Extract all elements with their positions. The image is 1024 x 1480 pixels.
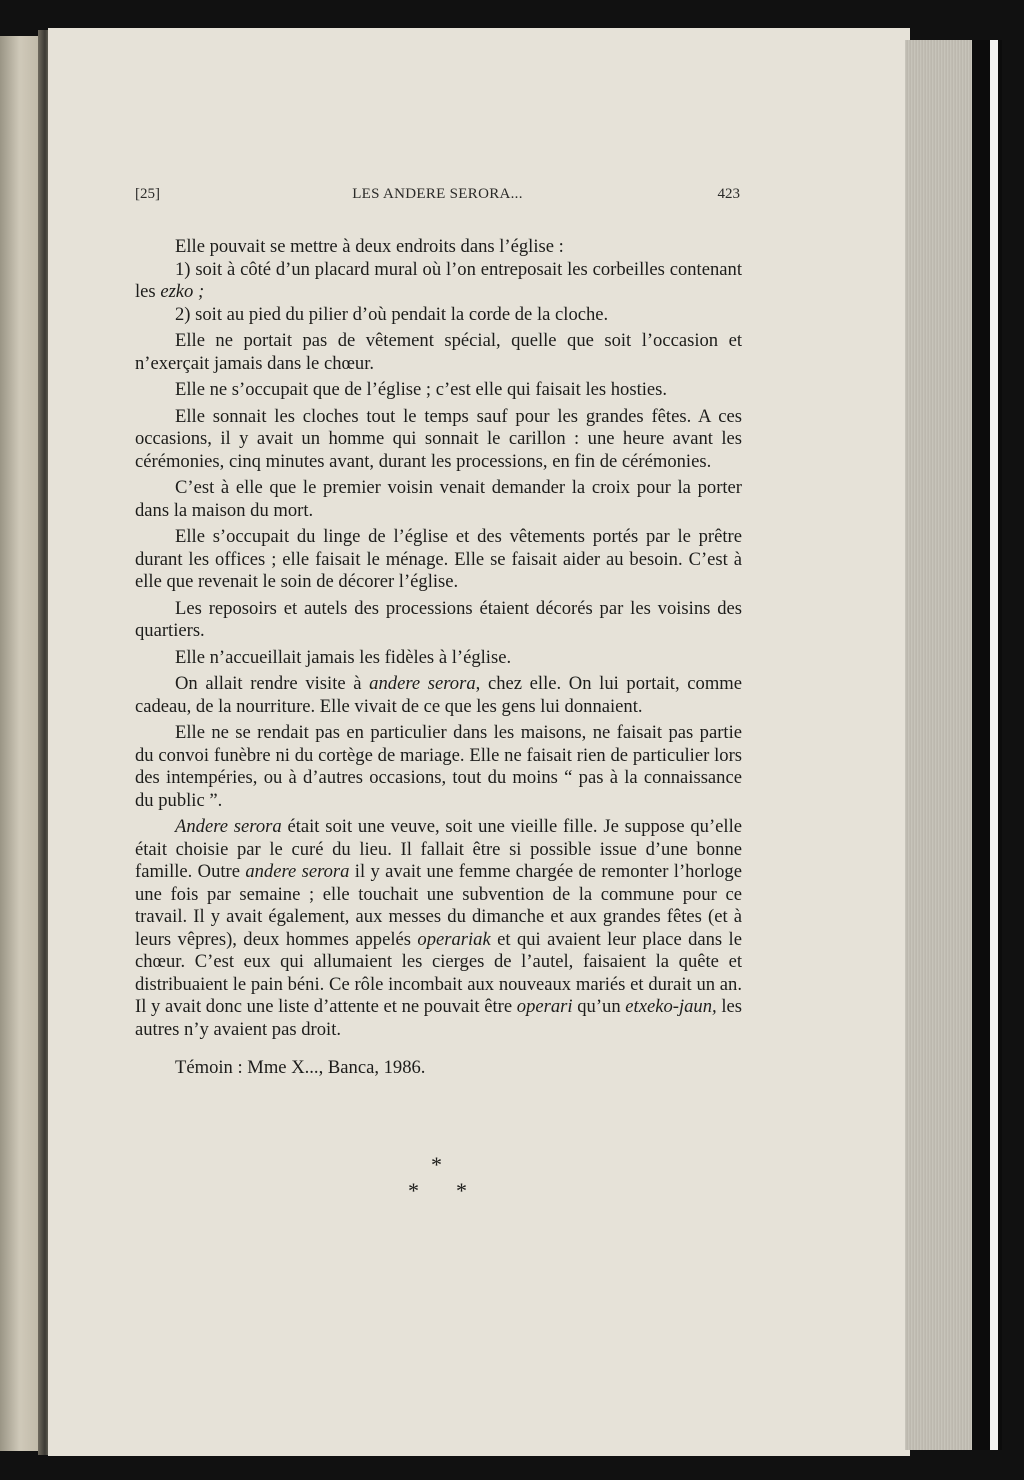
paragraph	[135, 673, 742, 718]
text-run: On allait rendre visite à	[175, 673, 370, 694]
text-run: Les reposoirs et autels des processions étaient décorés par les voisins des quartiers.	[135, 597, 742, 641]
text-run: Témoin : Mme X..., Banca, 1986.	[175, 1057, 426, 1078]
text-run: Elle ne s’occupait que de l’église ; c’est elle qui faisait les hosties.	[175, 379, 668, 400]
text-run: et qui avaient leur place dans le chœur. C’est eux qui allumaient les cierges de l’autel, faisaient la quête et distribuaient le pain béni. Ce rôle incombait aux nouveaux mariés et durait un an. Il y avait donc une liste d’attente et ne pouvait être	[135, 928, 742, 1017]
attestation	[135, 1057, 742, 1080]
text-run: 1) soit à côté d’un placard mural où l’on entreposait les corbeilles contenant les	[135, 258, 742, 302]
text-run: il y avait une femme chargée de remonter l’horloge une fois par semaine ; elle touchait une subvention de la commune pour ce travail. Il y avait également, aux messes du dimanche et aux grandes fêtes (et à leurs vêpres), deux hommes appelés	[135, 861, 742, 950]
text-run: était soit une veuve, soit une vieille fille. Je suppose qu’elle était choisie par le curé du lieu. Il fallait être si possible issue d’une bonne famille. Outre	[135, 816, 743, 882]
text-run: Elle pouvait se mettre à deux endroits dans l’église :	[175, 236, 564, 257]
paragraph	[135, 406, 742, 474]
text-run: C’est à elle que le premier voisin venait demander la croix pour la porter dans la maison du mort.	[135, 477, 742, 521]
text-run: Elle s’occupait du linge de l’église et des vêtements portés par le prêtre durant les offices ; elle faisait le ménage. Elle se faisait aider au besoin. C’est à elle que revenait le soin de décorer l’église.	[135, 526, 742, 592]
asterisk-top: *	[431, 1152, 442, 1177]
text-run: qu’un	[572, 996, 626, 1017]
running-title: LES ANDERE SERORA...	[352, 186, 523, 202]
section-break-asterism	[400, 1152, 480, 1202]
text-run: Elle ne se rendait pas en particulier dans les maisons, ne faisait pas partie du convoi funèbre ni du cortège de mariage. Elle ne faisait rien de particulier lors des intempéries, ou à d’autres occasions, tout du moins “ pas à la connaissance du public ”.	[135, 722, 742, 811]
running-head	[135, 186, 740, 208]
body-text	[135, 236, 742, 1084]
italic-run: operariak	[417, 928, 491, 950]
italic-run: Andere serora	[175, 816, 282, 837]
italic-run: andere serora	[245, 861, 350, 882]
paragraph	[135, 477, 742, 522]
text-run: 2) soit au pied du pilier d’où pendait la corde de la cloche.	[175, 303, 609, 325]
page-block-edges	[905, 40, 975, 1450]
paragraph	[135, 647, 742, 670]
paragraph	[135, 304, 742, 327]
paragraph	[135, 598, 742, 643]
italic-run: ezko ;	[160, 281, 205, 302]
paragraph	[135, 816, 742, 1041]
asterisk-left: *	[408, 1178, 419, 1203]
italic-run: etxeko-jaun,	[625, 996, 717, 1017]
text-run: , chez elle. On lui portait, comme cadeau, de la nourriture. Elle vivait de ce que les gens lui donnaient.	[135, 673, 742, 717]
text-run: Elle n’accueillait jamais les fidèles à l’église.	[175, 646, 512, 668]
paragraph	[135, 722, 742, 812]
paragraph	[135, 330, 742, 375]
asterisk-right: *	[456, 1178, 467, 1203]
paragraph	[135, 379, 742, 402]
italic-run: andere serora	[369, 673, 476, 694]
text-run: Elle ne portait pas de vêtement spécial, quelle que soit l’occasion et n’exerçait jamais dans le chœur.	[135, 330, 742, 374]
scan-margin-strip	[990, 40, 998, 1450]
paragraph	[135, 259, 742, 304]
italic-run: operari	[516, 996, 573, 1017]
section-number: [25]	[135, 186, 160, 202]
paragraph	[135, 526, 742, 594]
text-run: Elle sonnait les cloches tout le temps sauf pour les grandes fêtes. A ces occasions, il y avait un homme qui sonnait le carillon : une heure avant les cérémonies, cinq minutes avant, durant les processions, en fin de cérémonies.	[135, 405, 742, 472]
text-run: les autres n’y avaient pas droit.	[135, 996, 742, 1040]
paragraph	[135, 236, 742, 259]
page-number: 423	[717, 186, 740, 202]
